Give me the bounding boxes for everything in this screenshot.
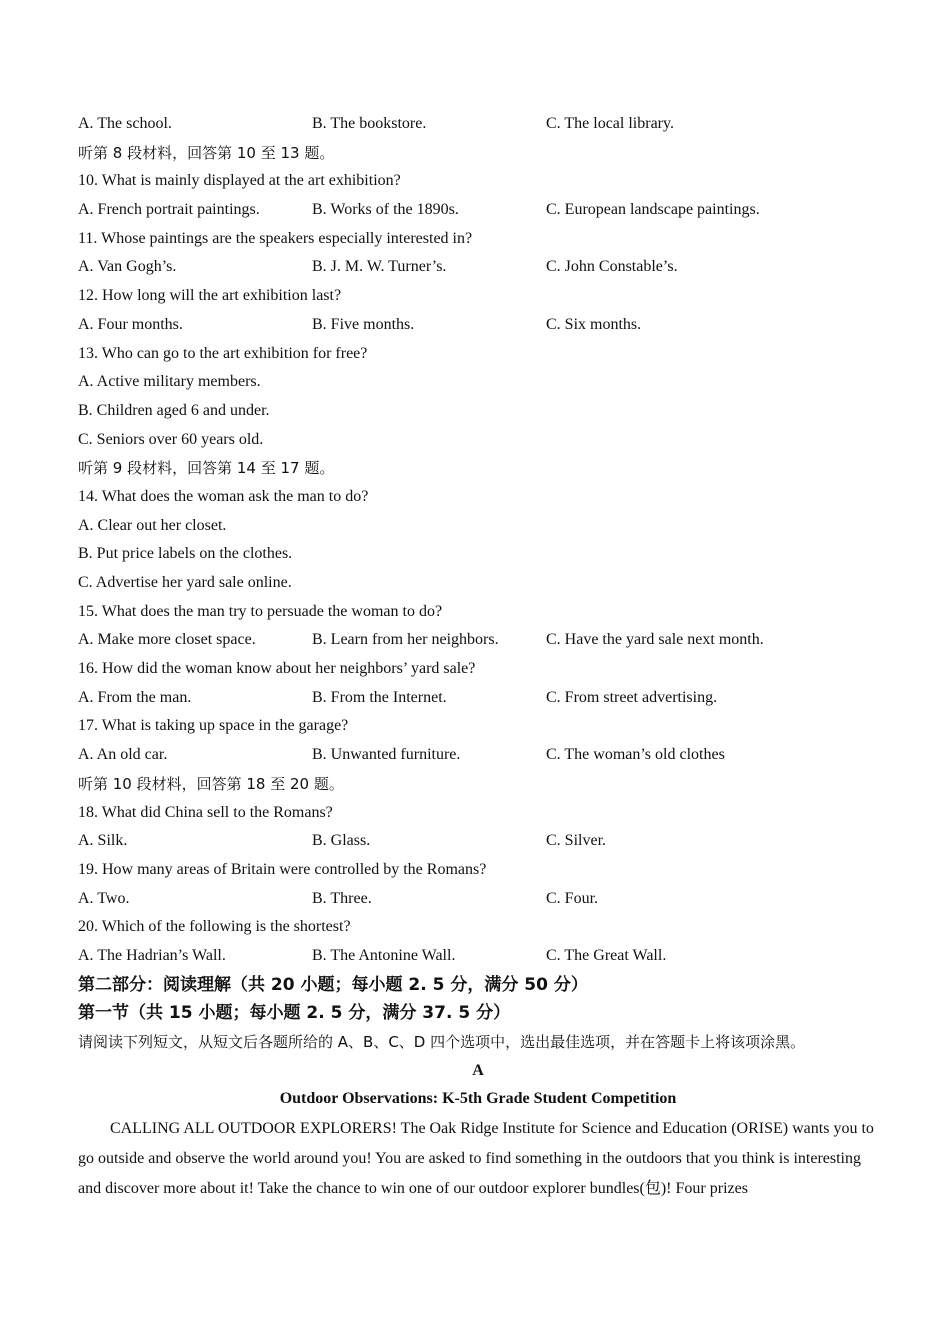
option-c: C. Advertise her yard sale online. <box>78 574 292 591</box>
part-two-title: 第二部分：阅读理解（共 20 小题；每小题 2. 5 分，满分 50 分） <box>78 974 588 995</box>
option-c: C. From street advertising. <box>546 688 718 706</box>
option-a: A. Van Gogh’s. <box>78 258 177 276</box>
option-b: B. The bookstore. <box>312 115 427 132</box>
options-row-q20 <box>78 942 878 971</box>
section-header-9: 听第 9 段材料，回答第 14 至 17 题。 <box>78 459 335 478</box>
question-15: 15. What does the man try to persuade the woman to do? <box>78 602 443 620</box>
option-c: C. Four. <box>546 889 599 907</box>
option-c: C. The local library. <box>546 115 674 132</box>
option-a: A. Two. <box>78 889 130 907</box>
option-a: A. Make more closet space. <box>78 631 256 649</box>
option-b: B. Put price labels on the clothes. <box>78 545 293 563</box>
option-c: C. Have the yard sale next month. <box>546 631 764 649</box>
section-header-10: 听第 10 段材料，回答第 18 至 20 题。 <box>78 774 344 793</box>
options-row-q9 <box>78 110 878 139</box>
option-b: B. Three. <box>312 889 372 907</box>
question-14: 14. What does the woman ask the man to do? <box>78 487 369 505</box>
option-a: A. Silk. <box>78 832 128 850</box>
option-b: B. J. M. W. Turner’s. <box>312 258 447 276</box>
section-header-8: 听第 8 段材料，回答第 10 至 13 题。 <box>78 143 335 162</box>
options-row-q19 <box>78 885 878 914</box>
option-a: A. French portrait paintings. <box>78 201 260 219</box>
option-a: A. An old car. <box>78 746 168 764</box>
option-b: B. Glass. <box>312 832 371 850</box>
option-c: C. Seniors over 60 years old. <box>78 430 264 448</box>
options-row-q10 <box>78 196 878 225</box>
page-content <box>78 110 878 1220</box>
option-c: C. The woman’s old clothes <box>546 746 725 764</box>
passage-title: Outdoor Observations: K-5th Grade Student Competition <box>279 1090 677 1108</box>
option-c: C. Six months. <box>546 315 642 333</box>
option-a: A. The Hadrian’s Wall. <box>78 946 226 964</box>
option-a: A. Clear out her closet. <box>78 516 227 534</box>
question-16: 16. How did the woman know about her neighbors’ yard sale? <box>78 660 476 678</box>
option-c: C. The Great Wall. <box>546 946 667 964</box>
options-row-q15 <box>78 626 878 655</box>
question-18: 18. What did China sell to the Romans? <box>78 803 333 821</box>
option-a: A. The school. <box>78 115 172 132</box>
option-b: B. The Antonine Wall. <box>312 946 456 964</box>
option-b: B. Learn from her neighbors. <box>312 631 499 649</box>
option-b: B. Five months. <box>312 315 415 333</box>
options-row-q16 <box>78 684 878 713</box>
option-c: C. John Constable’s. <box>546 258 678 276</box>
question-19: 19. How many areas of Britain were controlled by the Romans? <box>78 860 487 878</box>
section-one-title: 第一节（共 15 小题；每小题 2. 5 分，满分 37. 5 分） <box>78 1003 511 1024</box>
option-c: C. European landscape paintings. <box>546 201 760 219</box>
option-b: B. Unwanted furniture. <box>312 746 461 764</box>
question-10: 10. What is mainly displayed at the art exhibition? <box>78 172 401 190</box>
question-20: 20. Which of the following is the shortest? <box>78 918 351 936</box>
question-17: 17. What is taking up space in the garage? <box>78 717 349 735</box>
option-a: A. Four months. <box>78 315 183 333</box>
options-row-q18 <box>78 827 878 856</box>
passage-letter: A <box>472 1061 484 1079</box>
question-11: 11. Whose paintings are the speakers especially interested in? <box>78 229 473 247</box>
reading-instructions: 请阅读下列短文，从短文后各题所给的 A、B、C、D 四个选项中，选出最佳选项，并在答题卡上将该项涂黑。 <box>78 1033 806 1051</box>
options-row-q17 <box>78 741 878 770</box>
question-12: 12. How long will the art exhibition last? <box>78 287 342 305</box>
options-row-q12 <box>78 311 878 340</box>
option-b: B. Works of the 1890s. <box>312 201 459 219</box>
option-b: B. From the Internet. <box>312 688 447 706</box>
option-a: A. From the man. <box>78 688 192 706</box>
passage-paragraph: CALLING ALL OUTDOOR EXPLORERS! The Oak Ridge Institute for Science and Education (ORISE) wants you to go outside and observe the world around you! You are asked to find something in the outdoors that you think is interesting and discover more about it! Take the chance to win one of our outdoor explorer bundles(包)! Four prizes <box>78 1120 874 1198</box>
option-a: A. Active military members. <box>78 373 261 391</box>
option-b: B. Children aged 6 and under. <box>78 401 270 419</box>
question-13: 13. Who can go to the art exhibition for free? <box>78 344 368 362</box>
options-row-q11 <box>78 253 878 282</box>
option-c: C. Silver. <box>546 832 607 850</box>
